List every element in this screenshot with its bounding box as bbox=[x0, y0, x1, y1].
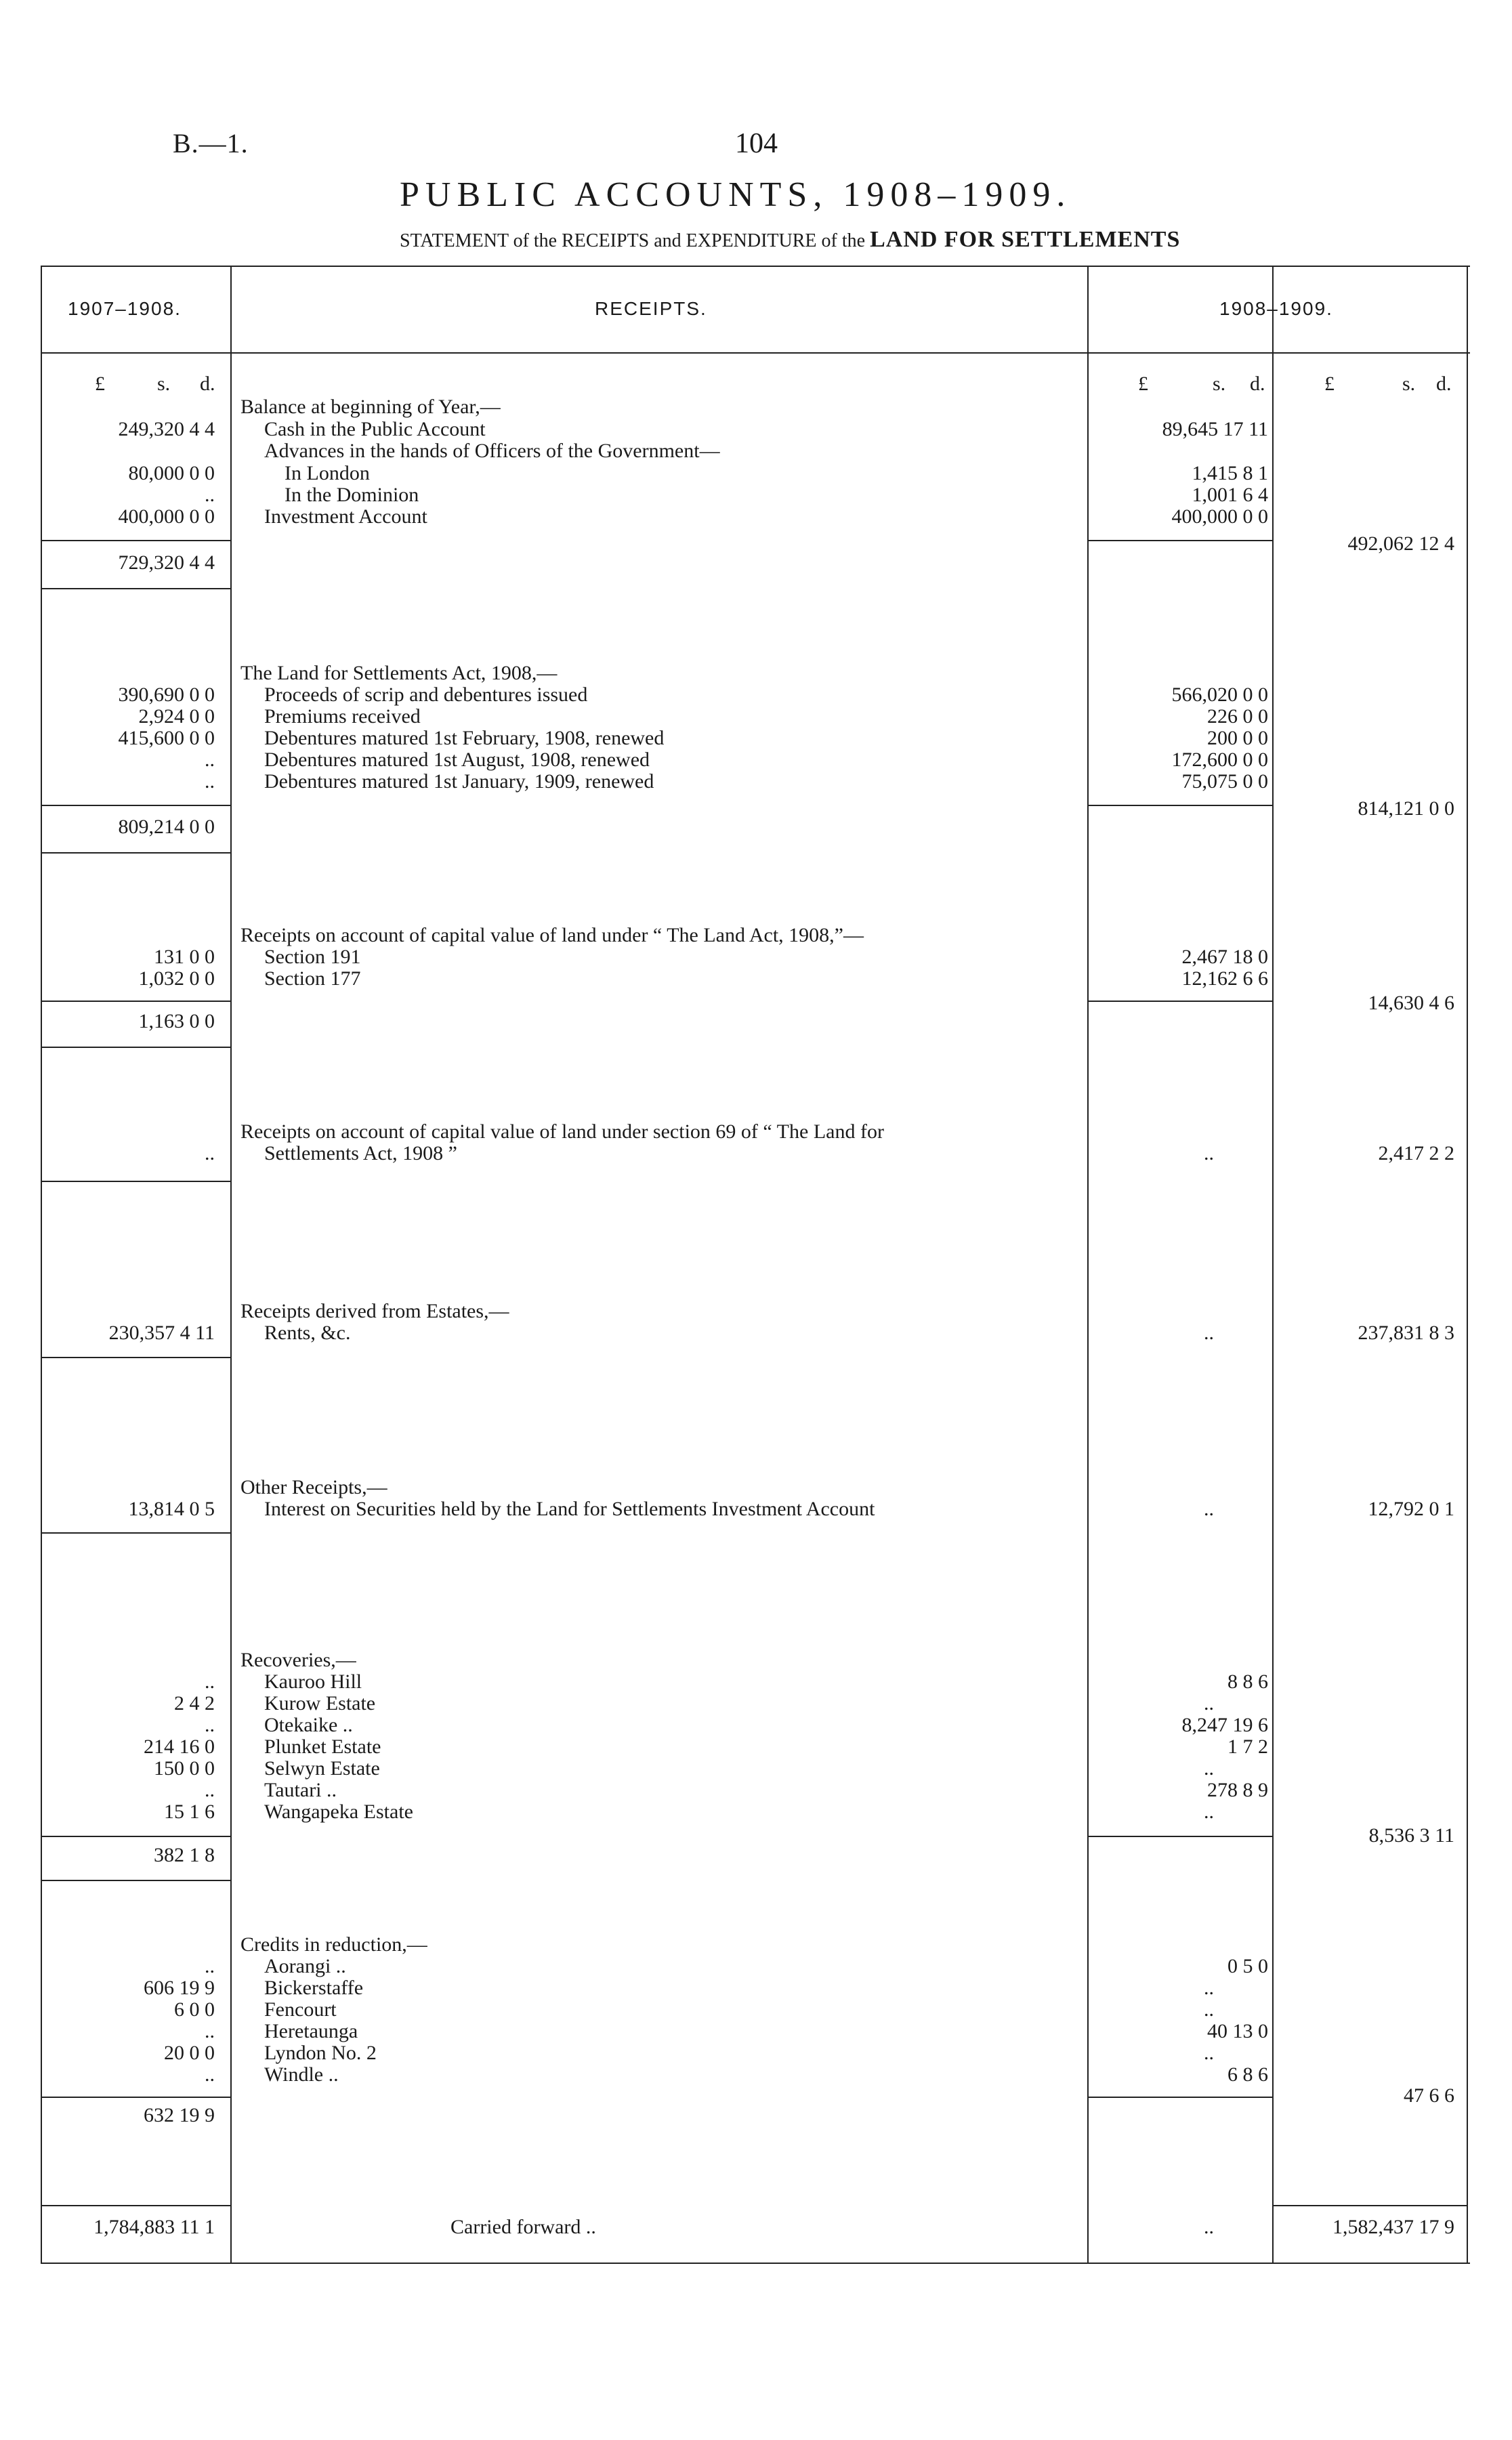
unit-pence-detail: d. bbox=[1250, 373, 1265, 395]
credits-prev-total: 632 19 9 bbox=[144, 2104, 215, 2126]
carried-forward-prev: 1,784,883 11 1 bbox=[93, 2216, 215, 2238]
credits-row-6-label: Windle .. bbox=[264, 2063, 339, 2086]
credits-total: 47 6 6 bbox=[1404, 2084, 1454, 2107]
sec69-line-2: Settlements Act, 1908 ” bbox=[264, 1142, 457, 1164]
landact-total: 14,630 4 6 bbox=[1368, 992, 1454, 1014]
lfs-total: 814,121 0 0 bbox=[1358, 797, 1454, 820]
column-curr-year: 1908–1909. bbox=[1219, 298, 1333, 319]
lfs-row-5-label: Debentures matured 1st January, 1909, renewed bbox=[264, 770, 654, 793]
balance-cash-label: Cash in the Public Account bbox=[264, 418, 486, 440]
lfs-row-3-prev: 415,600 0 0 bbox=[118, 727, 215, 749]
balance-dominion-detail: 1,001 6 4 bbox=[1192, 484, 1268, 506]
balance-cash-detail: 89,645 17 11 bbox=[1162, 418, 1268, 440]
estates-prev: 230,357 4 11 bbox=[108, 1322, 215, 1344]
unit-pound-prev: £ bbox=[95, 373, 105, 395]
recoveries-row-3-detail: 8,247 19 6 bbox=[1181, 1714, 1268, 1736]
recoveries-row-5-label: Selwyn Estate bbox=[264, 1757, 380, 1780]
carried-forward-detail: .. bbox=[1204, 2216, 1214, 2238]
lfs-row-1-detail: 566,020 0 0 bbox=[1171, 683, 1268, 706]
credits-row-5-prev: 20 0 0 bbox=[164, 2042, 215, 2064]
lfs-row-2-detail: 226 0 0 bbox=[1207, 705, 1268, 728]
sec69-line-1: Receipts on account of capital value of land under section 69 of “ The Land for bbox=[240, 1120, 884, 1143]
credits-row-4-label: Heretaunga bbox=[264, 2020, 358, 2042]
unit-pence-prev: d. bbox=[200, 373, 215, 395]
lfs-row-5-detail: 75,075 0 0 bbox=[1181, 770, 1268, 793]
recoveries-row-3-label: Otekaike .. bbox=[264, 1714, 353, 1736]
other-heading: Other Receipts,— bbox=[240, 1476, 387, 1498]
lfs-row-2-prev: 2,924 0 0 bbox=[138, 705, 215, 728]
landact-row-1-label: Section 191 bbox=[264, 946, 361, 968]
recoveries-row-7-detail: .. bbox=[1204, 1801, 1214, 1823]
credits-row-3-detail: .. bbox=[1204, 1998, 1214, 2021]
recoveries-row-7-prev: 15 1 6 bbox=[164, 1801, 215, 1823]
estates-detail: .. bbox=[1204, 1322, 1214, 1344]
recoveries-row-2-prev: 2 4 2 bbox=[174, 1692, 215, 1715]
balance-london-label: In London bbox=[285, 462, 370, 484]
recoveries-heading: Recoveries,— bbox=[240, 1649, 356, 1671]
landact-row-2-label: Section 177 bbox=[264, 967, 361, 990]
recoveries-prev-total: 382 1 8 bbox=[154, 1844, 215, 1866]
subtitle-prefix: STATEMENT of the RECEIPTS and EXPENDITURE of the bbox=[400, 230, 866, 251]
unit-shilling-detail: s. bbox=[1213, 373, 1226, 395]
lfs-row-3-detail: 200 0 0 bbox=[1207, 727, 1268, 749]
page-number: 104 bbox=[735, 128, 778, 159]
balance-cash-prev: 249,320 4 4 bbox=[118, 418, 215, 440]
lfs-heading: The Land for Settlements Act, 1908,— bbox=[240, 662, 558, 684]
balance-dominion-label: In the Dominion bbox=[285, 484, 419, 506]
recoveries-row-6-prev: .. bbox=[205, 1779, 215, 1801]
landact-row-1-detail: 2,467 18 0 bbox=[1181, 946, 1268, 968]
carried-forward-total: 1,582,437 17 9 bbox=[1332, 2216, 1454, 2238]
other-label: Interest on Securities held by the Land for Settlements Investment Account bbox=[264, 1498, 875, 1520]
recoveries-row-3-prev: .. bbox=[205, 1714, 215, 1736]
balance-advances-heading: Advances in the hands of Officers of the Government— bbox=[264, 440, 720, 462]
recoveries-row-4-detail: 1 7 2 bbox=[1227, 1736, 1268, 1758]
estates-total: 237,831 8 3 bbox=[1358, 1322, 1454, 1344]
unit-shilling-total: s. bbox=[1402, 373, 1416, 395]
sec69-total: 2,417 2 2 bbox=[1378, 1142, 1454, 1164]
sec69-prev: .. bbox=[205, 1142, 215, 1164]
recoveries-row-4-label: Plunket Estate bbox=[264, 1736, 381, 1758]
unit-pence-total: d. bbox=[1436, 373, 1452, 395]
balance-investment-detail: 400,000 0 0 bbox=[1171, 505, 1268, 528]
statement-subtitle bbox=[400, 227, 1180, 253]
page-title: PUBLIC ACCOUNTS, 1908–1909. bbox=[400, 175, 1072, 214]
recoveries-row-2-label: Kurow Estate bbox=[264, 1692, 376, 1715]
credits-row-5-label: Lyndon No. 2 bbox=[264, 2042, 377, 2064]
column-prev-year: 1907–1908. bbox=[68, 298, 182, 319]
credits-row-2-label: Bickerstaffe bbox=[264, 1977, 364, 1999]
lfs-prev-total: 809,214 0 0 bbox=[118, 816, 215, 838]
credits-row-5-detail: .. bbox=[1204, 2042, 1214, 2064]
lfs-row-1-label: Proceeds of scrip and debentures issued bbox=[264, 683, 588, 706]
landact-prev-total: 1,163 0 0 bbox=[138, 1010, 215, 1032]
carried-forward-label: Carried forward .. bbox=[450, 2216, 596, 2238]
landact-row-2-detail: 12,162 6 6 bbox=[1181, 967, 1268, 990]
balance-prev-total: 729,320 4 4 bbox=[118, 551, 215, 574]
credits-row-2-prev: 606 19 9 bbox=[144, 1977, 215, 1999]
credits-row-6-detail: 6 8 6 bbox=[1227, 2063, 1268, 2086]
recoveries-total: 8,536 3 11 bbox=[1368, 1824, 1454, 1847]
balance-heading: Balance at beginning of Year,— bbox=[240, 396, 501, 418]
subtitle-bold: LAND FOR SETTLEMENTS bbox=[870, 227, 1181, 252]
recoveries-row-2-detail: .. bbox=[1204, 1692, 1214, 1715]
lfs-row-3-label: Debentures matured 1st February, 1908, renewed bbox=[264, 727, 665, 749]
recoveries-row-6-detail: 278 8 9 bbox=[1207, 1779, 1268, 1801]
recoveries-row-7-label: Wangapeka Estate bbox=[264, 1801, 413, 1823]
estates-label: Rents, &c. bbox=[264, 1322, 351, 1344]
lfs-row-4-prev: .. bbox=[205, 749, 215, 771]
credits-row-3-prev: 6 0 0 bbox=[174, 1998, 215, 2021]
credits-row-1-prev: .. bbox=[205, 1955, 215, 1977]
recoveries-row-5-prev: 150 0 0 bbox=[154, 1757, 215, 1780]
document-reference: B.—1. bbox=[173, 128, 249, 159]
column-receipts: RECEIPTS. bbox=[595, 298, 707, 319]
estates-heading: Receipts derived from Estates,— bbox=[240, 1300, 509, 1322]
recoveries-row-1-prev: .. bbox=[205, 1670, 215, 1693]
credits-row-6-prev: .. bbox=[205, 2063, 215, 2086]
credits-row-1-label: Aorangi .. bbox=[264, 1955, 346, 1977]
other-detail: .. bbox=[1204, 1498, 1214, 1520]
recoveries-row-4-prev: 214 16 0 bbox=[144, 1736, 215, 1758]
recoveries-row-5-detail: .. bbox=[1204, 1757, 1214, 1780]
landact-row-1-prev: 131 0 0 bbox=[154, 946, 215, 968]
credits-row-4-detail: 40 13 0 bbox=[1207, 2020, 1268, 2042]
lfs-row-4-detail: 172,600 0 0 bbox=[1171, 749, 1268, 771]
balance-london-detail: 1,415 8 1 bbox=[1192, 462, 1268, 484]
other-total: 12,792 0 1 bbox=[1368, 1498, 1454, 1520]
other-prev: 13,814 0 5 bbox=[128, 1498, 215, 1520]
balance-investment-prev: 400,000 0 0 bbox=[118, 505, 215, 528]
landact-heading: Receipts on account of capital value of land under “ The Land Act, 1908,”— bbox=[240, 924, 864, 946]
recoveries-row-6-label: Tautari .. bbox=[264, 1779, 337, 1801]
unit-shilling-prev: s. bbox=[157, 373, 171, 395]
credits-row-2-detail: .. bbox=[1204, 1977, 1214, 1999]
lfs-row-4-label: Debentures matured 1st August, 1908, renewed bbox=[264, 749, 650, 771]
lfs-row-2-label: Premiums received bbox=[264, 705, 421, 728]
recoveries-row-1-detail: 8 8 6 bbox=[1227, 1670, 1268, 1693]
lfs-row-1-prev: 390,690 0 0 bbox=[118, 683, 215, 706]
credits-heading: Credits in reduction,— bbox=[240, 1933, 427, 1956]
balance-dominion-prev: .. bbox=[205, 484, 215, 506]
credits-row-3-label: Fencourt bbox=[264, 1998, 337, 2021]
balance-investment-label: Investment Account bbox=[264, 505, 427, 528]
credits-row-4-prev: .. bbox=[205, 2020, 215, 2042]
unit-pound-total: £ bbox=[1324, 373, 1335, 395]
balance-total: 492,062 12 4 bbox=[1347, 532, 1454, 555]
balance-london-prev: 80,000 0 0 bbox=[128, 462, 215, 484]
credits-row-1-detail: 0 5 0 bbox=[1227, 1955, 1268, 1977]
unit-pound-detail: £ bbox=[1138, 373, 1148, 395]
landact-row-2-prev: 1,032 0 0 bbox=[138, 967, 215, 990]
sec69-detail: .. bbox=[1204, 1142, 1214, 1164]
recoveries-row-1-label: Kauroo Hill bbox=[264, 1670, 362, 1693]
lfs-row-5-prev: .. bbox=[205, 770, 215, 793]
